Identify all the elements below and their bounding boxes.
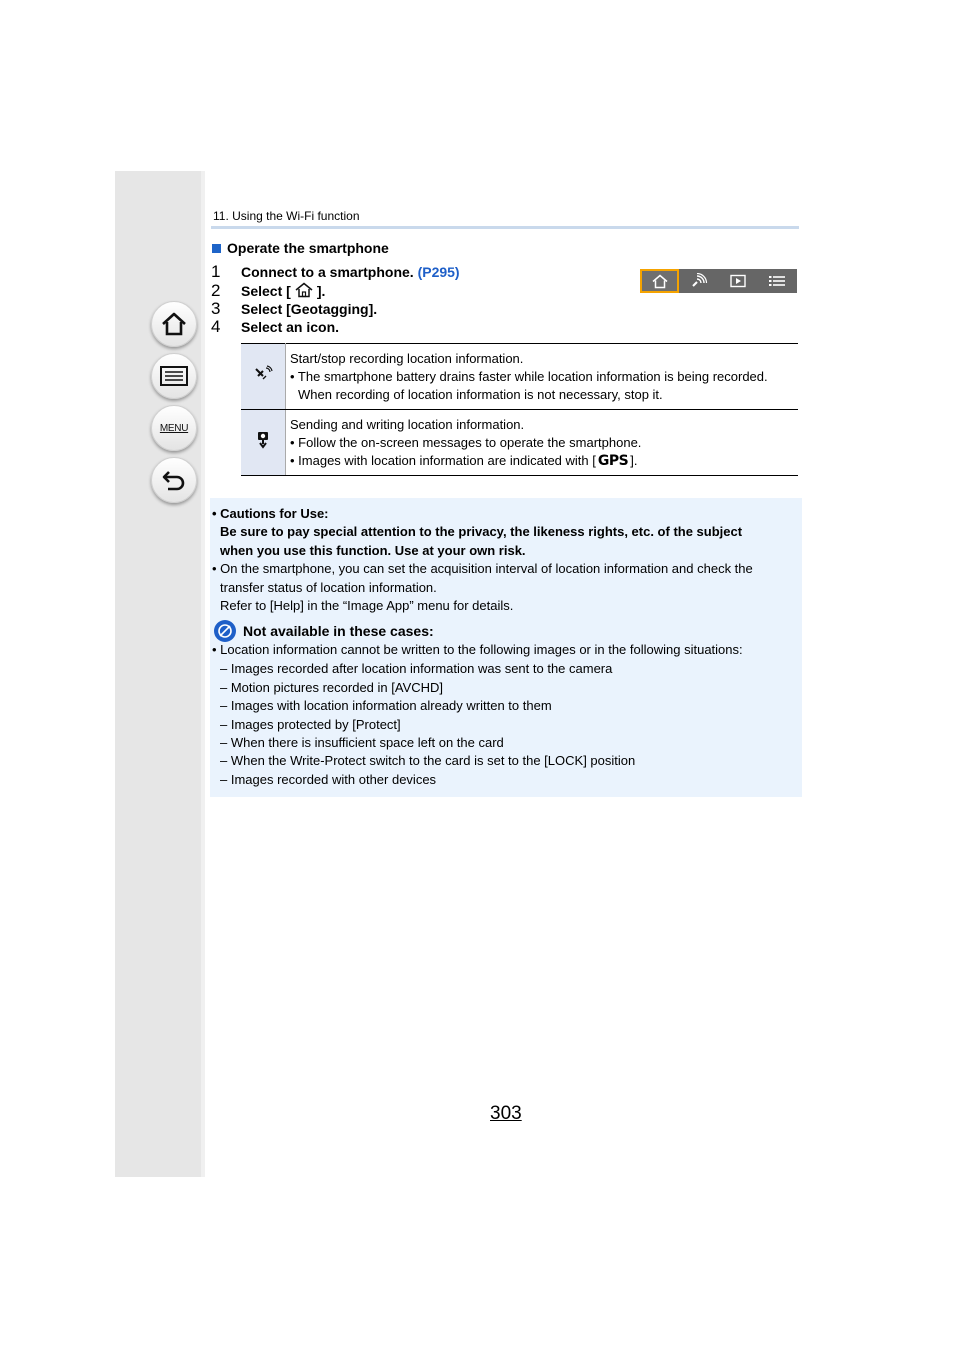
description-bullet	[290, 452, 798, 470]
gps-badge: GPS	[597, 452, 629, 469]
step-text-before: Select [	[241, 283, 291, 299]
icon-cell	[241, 344, 286, 410]
not-available-title	[214, 620, 434, 642]
menu-nav-button[interactable]	[151, 405, 197, 451]
table-row	[241, 410, 798, 476]
section-title-text: Operate the smartphone	[227, 240, 389, 256]
playback-icon	[729, 274, 747, 288]
home-icon	[160, 310, 188, 338]
step-1	[211, 262, 460, 282]
back-arrow-icon	[160, 466, 188, 494]
description-text: ].	[630, 452, 638, 468]
list-icon	[768, 274, 786, 288]
description-line: Sending and writing location information.	[290, 416, 525, 432]
header-divider	[211, 226, 799, 229]
cautions-bold-line: Be sure to pay special attention to the privacy, the likeness rights, etc. of the subject	[220, 524, 743, 539]
location-send-icon	[255, 430, 271, 450]
page-link[interactable]: (P295)	[417, 264, 460, 280]
home-icon	[651, 274, 669, 289]
home-nav-button[interactable]	[151, 301, 197, 347]
list-icon	[159, 364, 189, 388]
square-bullet-icon	[212, 244, 221, 253]
chapter-header: 11. Using the Wi-Fi function	[213, 209, 360, 223]
tab-playback[interactable]	[718, 269, 757, 293]
step-text: Connect to a smartphone.	[241, 264, 414, 280]
cautions-line: • On the smartphone, you can set the acquisition interval of location information and check the	[212, 561, 753, 576]
step-text: Select an icon.	[241, 319, 340, 335]
description-bullet: • The smartphone battery drains faster while location information is being recorded.	[290, 368, 768, 384]
list-item: – Images protected by [Protect]	[220, 717, 401, 732]
tab-settings-list[interactable]	[757, 269, 796, 293]
description-bullet: • Follow the on-screen messages to operate the smartphone.	[290, 434, 642, 450]
list-item: – Motion pictures recorded in [AVCHD]	[220, 680, 444, 695]
step-4	[211, 317, 339, 337]
not-available-icon	[214, 620, 236, 642]
not-available-intro: • Location information cannot be written to the following images or in the following situations:	[212, 642, 743, 657]
page-number: 303	[490, 1103, 522, 1124]
icon-description	[286, 410, 799, 476]
list-item: – Images recorded with other devices	[220, 772, 437, 787]
cautions-bold-line: when you use this function. Use at your own risk.	[220, 543, 526, 558]
section-title	[212, 240, 389, 256]
step-number: 4	[211, 317, 221, 336]
step-number: 2	[211, 281, 221, 300]
step-number: 3	[211, 299, 221, 318]
cautions-title: • Cautions for Use:	[212, 506, 329, 521]
step-number: 1	[211, 262, 221, 281]
tab-home[interactable]	[640, 269, 679, 293]
step-2	[211, 280, 325, 301]
home-icon	[294, 282, 314, 298]
list-item: – Images with location information already written to them	[220, 698, 552, 713]
description-line: When recording of location information is not necessary, stop it.	[298, 386, 663, 402]
step-text: Select [Geotagging].	[241, 301, 378, 317]
icon-cell	[241, 410, 286, 476]
description-line: Start/stop recording location information.	[290, 350, 524, 366]
satellite-icon	[253, 365, 273, 383]
icon-description	[286, 344, 799, 410]
tab-remote[interactable]	[679, 269, 718, 293]
not-available-title-text: Not available in these cases:	[243, 623, 434, 639]
menu-label: MENU	[159, 422, 189, 434]
sidebar-edge	[201, 171, 205, 1177]
cautions-line: transfer status of location information.	[220, 580, 437, 595]
step-3	[211, 299, 377, 319]
list-item: – Images recorded after location information was sent to the camera	[220, 661, 613, 676]
description-text: • Images with location information are indicated with [	[290, 452, 596, 468]
step-text-after: ].	[316, 283, 326, 299]
contents-nav-button[interactable]	[151, 353, 197, 399]
list-item: – When there is insufficient space left on the card	[220, 735, 504, 750]
cautions-line: Refer to [Help] in the “Image App” menu for details.	[220, 598, 514, 613]
table-row	[241, 344, 798, 410]
back-nav-button[interactable]	[151, 457, 197, 503]
wifi-remote-icon	[690, 273, 708, 289]
smartphone-tab-bar	[640, 269, 797, 293]
icon-table	[241, 343, 798, 476]
list-item: – When the Write-Protect switch to the card is set to the [LOCK] position	[220, 753, 636, 768]
